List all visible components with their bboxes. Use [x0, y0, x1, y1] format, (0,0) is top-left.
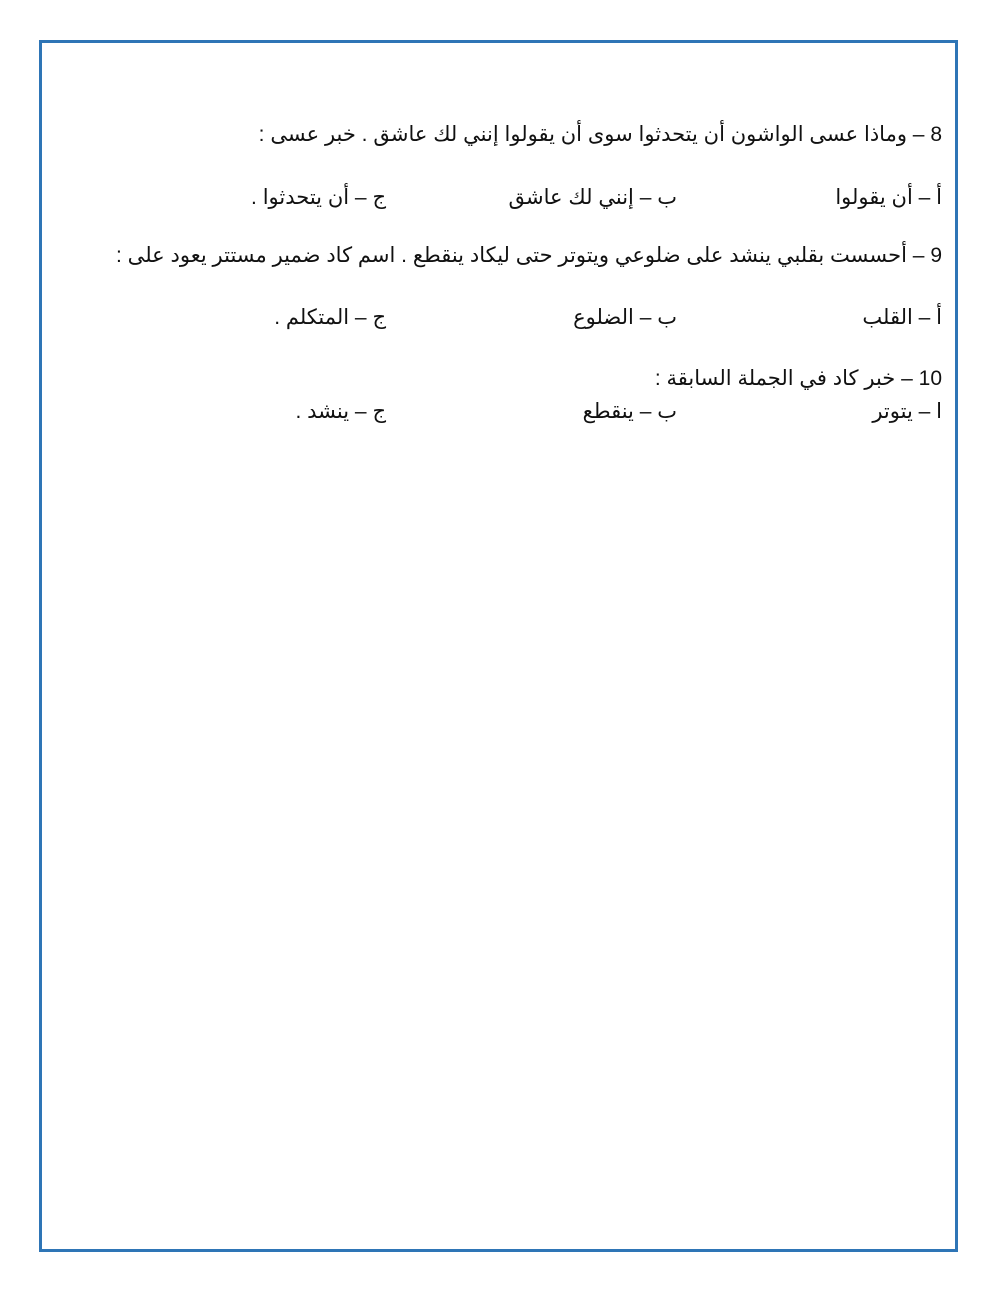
question-8-option-a[interactable]: أ – أن يقولوا: [835, 186, 942, 209]
question-10-text: 10 – خبر كاد في الجملة السابقة :: [654, 367, 942, 390]
question-8-text: 8 – وماذا عسى الواشون أن يتحدثوا سوى أن يقولوا إنني لك عاشق . خبر عسى :: [258, 123, 942, 146]
question-10-options: [222, 399, 942, 425]
question-9-option-c[interactable]: ج – المتكلم .: [274, 306, 386, 329]
question-9-option-b[interactable]: ب – الضلوع: [573, 306, 677, 329]
question-8-option-c[interactable]: ج – أن يتحدثوا .: [251, 186, 386, 209]
question-8-option-b[interactable]: ب – إنني لك عاشق: [508, 186, 677, 209]
question-10-option-a[interactable]: ا – يتوتر: [872, 400, 942, 423]
question-10-option-c[interactable]: ج – ينشد .: [295, 400, 386, 423]
question-9-options: [222, 305, 942, 331]
page-border: [39, 40, 958, 1252]
question-10-option-b[interactable]: ب – ينقطع: [582, 400, 677, 423]
question-8-options: [222, 185, 942, 211]
question-9-text: 9 – أحسست بقلبي ينشد على ضلوعي ويتوتر حتى ليكاد ينقطع . اسم كاد ضمير مستتر يعود على :: [116, 244, 942, 267]
question-9-option-a[interactable]: أ – القلب: [862, 306, 942, 329]
